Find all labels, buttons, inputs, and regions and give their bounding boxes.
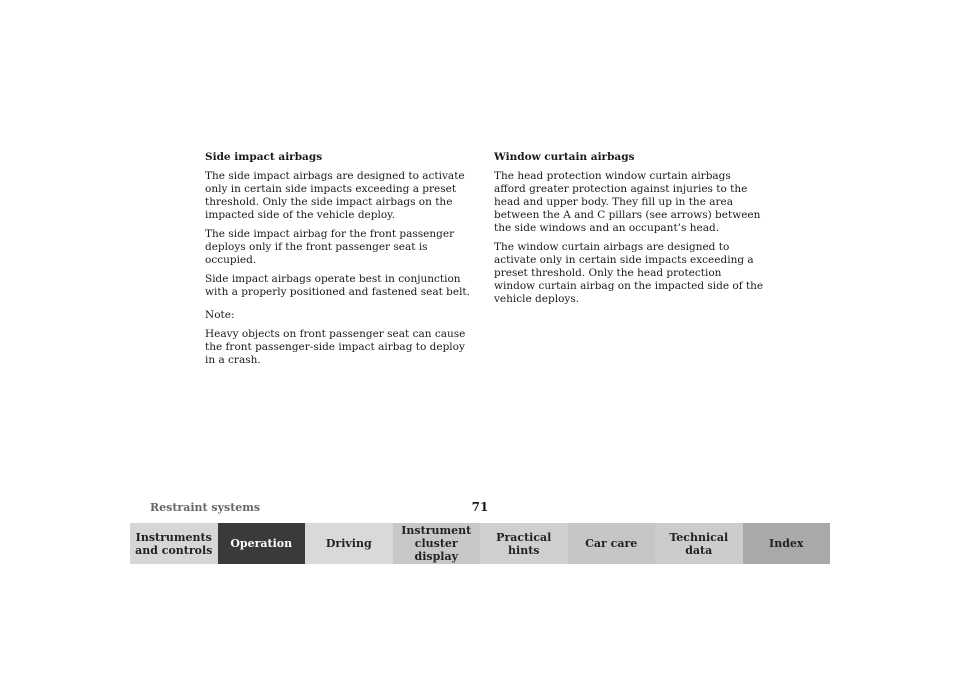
- tab-label: Car care: [585, 537, 638, 550]
- tab-operation[interactable]: [218, 523, 306, 564]
- tab-practical-hints[interactable]: [480, 523, 568, 564]
- tab-driving[interactable]: [305, 523, 393, 564]
- note-label: Note:: [205, 309, 235, 321]
- tab-label: Practical hints: [496, 530, 552, 557]
- paragraph: The head protection window curtain airbags afford greater protection against injuries to the head and upper body. They fill up in the area between the A and C pillars (see arrows) between the side windows and an occupant’s head.: [494, 170, 761, 234]
- section-heading-side-impact-airbags: Side impact airbags: [205, 151, 323, 163]
- tab-label: Operation: [230, 537, 293, 550]
- paragraph: The side impact airbags are designed to activate only in certain side impacts exceeding a preset threshold. Only the side impact airbags on the impacted side of the vehicle deploy.: [205, 170, 465, 221]
- left-column: [205, 150, 475, 373]
- chapter-nav-bar: [130, 523, 830, 564]
- tab-instrument-cluster-display[interactable]: [393, 523, 481, 564]
- tab-label: Instrument cluster display: [401, 524, 472, 563]
- tab-label: Technical data: [669, 530, 729, 557]
- tab-label: Driving: [325, 537, 372, 550]
- footer-section-title: Restraint systems: [150, 501, 261, 514]
- tab-instruments-and-controls[interactable]: [130, 523, 218, 564]
- tab-label: Instruments and controls: [135, 530, 213, 557]
- tab-car-care[interactable]: [568, 523, 656, 564]
- tab-technical-data[interactable]: [655, 523, 743, 564]
- tab-label: Index: [769, 537, 804, 550]
- page-number: 71: [471, 500, 489, 514]
- paragraph: The window curtain airbags are designed to activate only in certain side impacts exceeding a preset threshold. Only the head protection window curtain airbag on the impacted side of the vehicle deploys.: [494, 241, 764, 305]
- right-column: [494, 150, 764, 312]
- paragraph: Side impact airbags operate best in conjunction with a properly positioned and fastened seat belt.: [205, 273, 470, 298]
- section-heading-window-curtain-airbags: Window curtain airbags: [494, 151, 635, 163]
- tab-index[interactable]: [743, 523, 831, 564]
- paragraph: The side impact airbag for the front passenger deploys only if the front passenger seat is occupied.: [205, 228, 455, 266]
- note-text: Heavy objects on front passenger seat can cause the front passenger-side impact airbag to deploy in a crash.: [205, 328, 466, 366]
